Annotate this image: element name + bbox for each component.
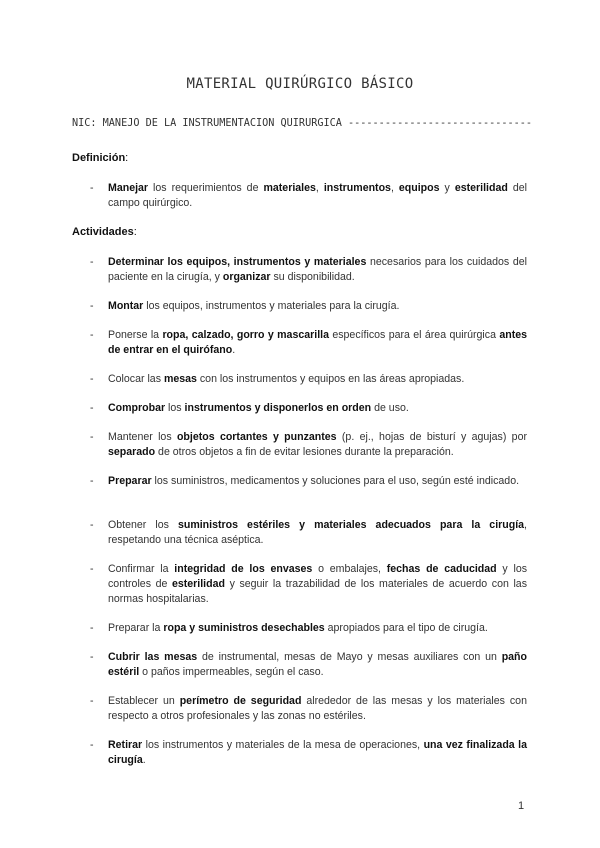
- emphasis-text: Retirar: [108, 739, 143, 751]
- activity-item: [90, 430, 527, 460]
- emphasis-text: Cubrir las mesas: [108, 651, 198, 663]
- document-title: MATERIAL QUIRÚRGICO BÁSICO: [186, 76, 414, 92]
- list-item-text: [108, 299, 527, 314]
- body-text: , respetando una técnica aséptica.: [108, 519, 527, 546]
- activities-label: Actividades:: [72, 226, 137, 238]
- nic-heading-text: NIC: MANEJO DE LA INSTRUMENTACIÓN QUIRÚRGICA: [72, 118, 342, 129]
- body-text: los equipos, instrumentos y materiales para la cirugía.: [143, 300, 400, 312]
- emphasis-text: ropa, calzado, gorro y mascarilla: [162, 329, 329, 341]
- body-text: los: [165, 402, 185, 414]
- activity-item: [90, 621, 527, 636]
- emphasis-text: Determinar los equipos, instrumentos y materiales: [108, 256, 367, 268]
- activity-item: [90, 328, 527, 358]
- list-item-text: [108, 255, 527, 285]
- emphasis-text: mesas: [163, 373, 197, 385]
- list-item-text: [108, 474, 527, 489]
- list-item-text: [108, 372, 527, 387]
- list-item-text: [108, 518, 527, 548]
- emphasis-text: Montar: [108, 300, 144, 312]
- body-text: de uso.: [371, 402, 409, 414]
- activity-item: [90, 474, 527, 489]
- definition-label-text: Definición: [72, 152, 126, 164]
- list-bullet: -: [90, 519, 94, 531]
- nic-heading: [72, 118, 532, 129]
- list-item-text: [108, 328, 527, 358]
- emphasis-text: equipos: [398, 182, 440, 194]
- body-text: Confirmar la: [108, 563, 175, 575]
- body-text: del campo quirúrgico.: [108, 182, 527, 209]
- emphasis-text: instrumentos y disponerlos en orden: [184, 402, 372, 414]
- emphasis-text: paño estéril: [108, 651, 527, 678]
- body-text: su disponibilidad.: [270, 271, 355, 283]
- body-text: alrededor de las mesas y los materiales con respecto a otros profesionales y las zonas no estériles.: [108, 695, 527, 722]
- body-text: Ponerse la: [108, 329, 163, 341]
- body-text: específicos para el área quirúrgica: [328, 329, 500, 341]
- emphasis-text: esterilidad: [171, 578, 225, 590]
- list-bullet: -: [90, 431, 94, 443]
- body-text: o embalajes,: [312, 563, 387, 575]
- activity-item: [90, 694, 527, 724]
- page-number: 1: [518, 800, 525, 812]
- body-text: Mantener los: [108, 431, 177, 443]
- emphasis-text: una vez finalizada la cirugía: [108, 739, 527, 766]
- body-text: (p. ej., hojas de bisturí y agujas) por: [336, 431, 527, 443]
- body-text: ,: [390, 182, 399, 194]
- body-text: apropiados para el tipo de cirugía.: [324, 622, 488, 634]
- body-text: Establecer un: [108, 695, 180, 707]
- list-item-text: [108, 430, 527, 460]
- body-text: de instrumental, mesas de Mayo y mesas auxiliares con un: [197, 651, 502, 663]
- emphasis-text: suministros estériles y materiales adecuados para la cirugía: [177, 519, 525, 531]
- list-item-text: [108, 562, 527, 607]
- body-text: los suministros, medicamentos y soluciones para el uso, según esté indicado.: [151, 475, 520, 487]
- body-text: Obtener los: [108, 519, 178, 531]
- body-text: de otros objetos a fin de evitar lesiones durante la preparación.: [155, 446, 454, 458]
- body-text: y los controles de: [108, 563, 528, 590]
- emphasis-text: instrumentos: [323, 182, 391, 194]
- list-bullet: -: [90, 182, 94, 194]
- list-bullet: -: [90, 300, 94, 312]
- emphasis-text: separado: [108, 446, 156, 458]
- activity-item: [90, 299, 527, 314]
- list-bullet: -: [90, 475, 94, 487]
- list-item-text: [108, 401, 527, 416]
- definition-label: Definición:: [72, 152, 129, 164]
- emphasis-text: organizar: [222, 271, 271, 283]
- list-bullet: -: [90, 256, 94, 268]
- activity-item: [90, 372, 527, 387]
- body-text: necesarios para los cuidados del paciente en la cirugía, y: [108, 256, 527, 283]
- emphasis-text: Manejar: [108, 182, 149, 194]
- activity-item: [90, 255, 527, 285]
- body-text: .: [142, 754, 146, 766]
- emphasis-text: Preparar: [108, 475, 152, 487]
- list-bullet: -: [90, 373, 94, 385]
- body-text: con los instrumentos y equipos en las áreas apropiadas.: [196, 373, 465, 385]
- body-text: Preparar la: [108, 622, 164, 634]
- list-bullet: -: [90, 402, 94, 414]
- emphasis-text: objetos cortantes y punzantes: [176, 431, 337, 443]
- body-text: o paños impermeables, según el caso.: [139, 666, 324, 678]
- list-item-text: [108, 738, 527, 768]
- body-text: y: [439, 182, 455, 194]
- list-bullet: -: [90, 695, 94, 707]
- activity-item: [90, 401, 527, 416]
- body-text: y seguir la trazabilidad de los materiales de acuerdo con las normas hospitalarias.: [108, 578, 527, 605]
- nic-heading-rule: ------------------------------: [348, 118, 532, 129]
- emphasis-text: ropa y suministros desechables: [163, 622, 325, 634]
- emphasis-text: materiales: [263, 182, 316, 194]
- definition-item: [90, 181, 527, 211]
- list-item-text: [108, 181, 527, 211]
- emphasis-text: integridad de los envases: [174, 563, 313, 575]
- emphasis-text: Comprobar: [108, 402, 166, 414]
- body-text: los requerimientos de: [148, 182, 264, 194]
- body-text: ,: [315, 182, 324, 194]
- activity-item: [90, 650, 527, 680]
- activities-label-text: Actividades: [72, 226, 134, 238]
- list-item-text: [108, 621, 527, 636]
- list-bullet: -: [90, 622, 94, 634]
- list-item-text: [108, 694, 527, 724]
- activity-item: [90, 738, 527, 768]
- list-bullet: -: [90, 739, 94, 751]
- body-text: Colocar las: [108, 373, 164, 385]
- emphasis-text: perímetro de seguridad: [179, 695, 302, 707]
- activity-item: [90, 518, 527, 548]
- list-item-text: [108, 650, 527, 680]
- body-text: .: [232, 344, 236, 356]
- emphasis-text: antes de entrar en el quirófano: [108, 329, 528, 356]
- emphasis-text: esterilidad: [454, 182, 508, 194]
- emphasis-text: fechas de caducidad: [386, 563, 497, 575]
- body-text: los instrumentos y materiales de la mesa de operaciones,: [142, 739, 424, 751]
- list-bullet: -: [90, 563, 94, 575]
- list-bullet: -: [90, 329, 94, 341]
- activity-item: [90, 562, 527, 607]
- list-bullet: -: [90, 651, 94, 663]
